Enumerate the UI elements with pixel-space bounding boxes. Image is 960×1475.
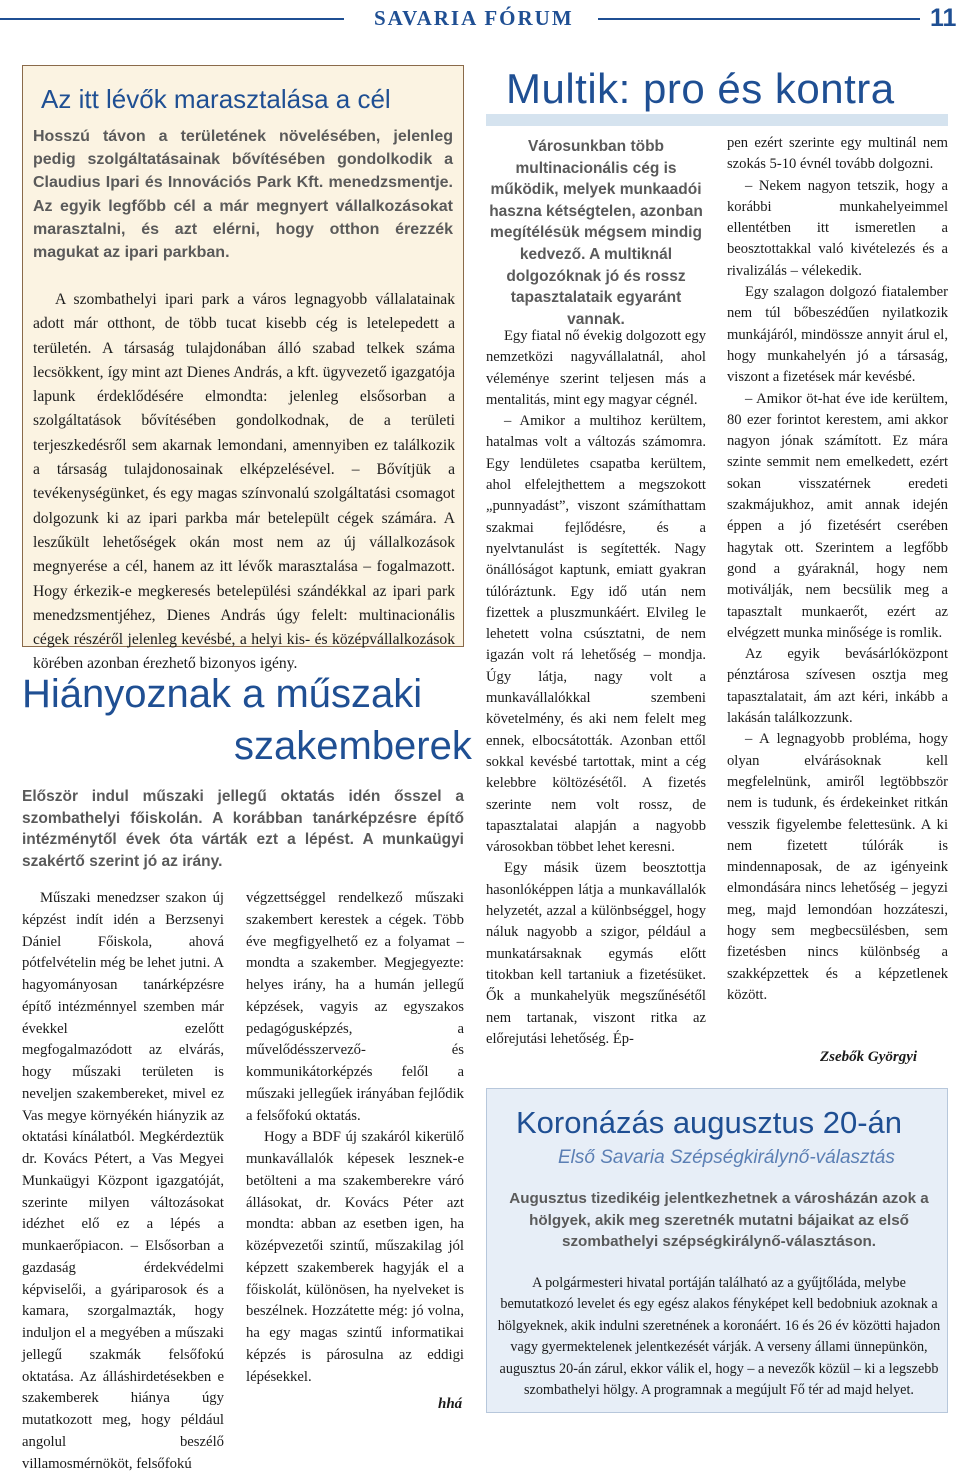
header-rule-left xyxy=(0,18,344,20)
title-underline-bar xyxy=(486,114,948,126)
paragraph: – Amikor öt-hat éve ide kerültem, 80 ezer forintot kerestem, ami akkor nagyon jónak számított. Ez mára szinte semmit nem emelkedett, ezért sokan visszatérnek eredeti szakmájukhoz, amit annak idején éppen a jó fizetésért cserében hagytak ott. Szerintem a legfőbb gond a gyáraknál, hogy nem motiválják, nem becsülik meg a tapasztalt munkaerőt, ezért az elvégzett munka minősége is romlik. xyxy=(727,390,948,641)
article-title-line-2: szakemberek xyxy=(234,724,472,768)
article-title: Az itt lévők marasztalása a cél xyxy=(41,84,391,114)
paragraph: pen ezért szerinte egy multinál nem szokás 5-10 évnél tovább dolgozni. xyxy=(727,135,948,173)
article-box-ipari-park xyxy=(22,65,464,673)
publication-title: SAVARIA FÓRUM xyxy=(374,6,574,30)
author-signature: hhá xyxy=(438,1396,463,1412)
article-lead: Városunkban több multinacionális cég is működik, melyek munkaadói haszna kétségtelen, azonban megítélésük mégsem mindig kedvező. A multiknál dolgozóknak jó és rossz tapasztalataik egyaránt vannak. xyxy=(489,138,703,328)
paragraph: Egy fiatal nő évekig dolgozott egy nemzetközi nagyvállalatnál, ahol véleménye szerint teljesen más a mentalitás, mint egy magyar cégnél. xyxy=(486,328,706,408)
article-body: A szombathelyi ipari park a város legnagyobb vállalatainak adott már otthont, de több tucat kisebb cég is letelepedett a területén. A társaság tulajdonában álló szabad telkek száma lecsökkent, így mint azt Dienes András, a kft. ügyvezető igazgatója lapunk érdeklődésére elmondta: jelenleg elsősorban a szolgáltatások bővítésében gondolkodnak, de a területi terjeszkedésről sem akarnak lemondani, amennyiben ez találkozik a társaság tulajdonosainak elképzelésével. – Bővítjük a tevékenységünket, és egy magas színvonalú szolgáltatási csomagot dolgozunk ki az ipari parkba már betelepült cégek számára. A leszűkült lehetőségek okán most nem az új vállalkozások megnyerése a cél, hanem az itt lévők marasztalása – fogalmazott. Hogy érkezik-e megkeresés betelepülési szándékkal az ipari park menedzsmentjéhez, Dienes András úgy felelt: multinacionális cégek részéről jelenleg kevésbé, a helyi kis- és középvállalkozások körében azonban érezhető bizonyos igény. xyxy=(33,291,455,673)
paragraph: Egy másik üzem beosztottja hasonlóképpen látja a munkavállalók helyzetét, azzal a különbséggel, hogy náluk nagyobb a szigor, például a munkatársaknak egymás előtt titokban kell tartaniuk a fizetésüket. Ők a munkahelyük megszűnésétől nem tartanak, viszont ritka az előrejutási lehetőség. Ép- xyxy=(486,860,706,1047)
article-title: Koronázás augusztus 20-án xyxy=(516,1105,903,1140)
paragraph: Egy szalagon dolgozó fiatalember nem túl bőbeszédűen nyilatkozik munkájáról, mindössze annyit árul el, hogy munkahelyén jó a társaság, viszont a fizetések már kevésbé. xyxy=(727,284,948,386)
paragraph: Műszaki menedzser szakon új képzést indít idén a Berzsenyi Dániel Főiskola, ahová pótfelvételin még be lehet jutni. A hagyományosan tanárképzésre építő intézménnyel szemben már évekkel ezelőtt megfogalmazódott az elvárás, hogy műszaki területen is neveljen szakembereket, mivel ez Vas megye környékén hiányzik az oktatási kínálatból. Megkérdeztük dr. Kovács Pétert, a Vas Megyei Munkaügyi Központ igazgatóját, szerinte milyen változásokat idézhet elő ez a lépés a munkaerőpiacon. – Elsősorban a gazdaság érdekvédelmi képviselői, a gyáriparosok és a kamara, szorgalmazták, hogy induljon el a megyében a műszaki jellegű szakmák felsőfokú oktatása. Az álláshirdetésekben e szakemberek hiánya úgy mutatkozott meg, hogy például angolul beszélő villamosmérnököt, felsőfokú xyxy=(22,890,224,1472)
article-column-1 xyxy=(486,326,706,1050)
article-lead: Augusztus tizedikéig jelentkezhetnek a városházán azok a hölgyek, akik meg szeretnék mutatni bájaikat az első szombathelyi szépségkirálynő-választáson. xyxy=(509,1190,929,1250)
article-title: Multik: pro és kontra xyxy=(506,65,895,112)
paragraph: Az egyik bevásárlóközpont pénztárosa szívesen osztja meg tapasztalatait, ám azt kéri, inkább a lakásán találkozzunk. xyxy=(727,646,948,727)
article-subtitle: Első Savaria Szépségkirálynő-választás xyxy=(558,1147,895,1168)
page-number: 11 xyxy=(930,4,957,32)
article-lead: Először indul műszaki jellegű oktatás idén ősszel a szombathelyi főiskolán. A korábban tanárképzésre építő intézménytől évek óta várták ezt a lépést. A munkaügyi szakértő szerint jó az irány. xyxy=(22,788,464,870)
paragraph: – Nekem nagyon tetszik, hogy a korábbi munkahelyeimmel ellentétben itt ismeretlen a beosztottakkal való kivételezés és a rivalizálás – vélekedik. xyxy=(727,177,948,279)
paragraph: – Amikor a multihoz kerültem, hatalmas volt a változás számomra. Egy lendületes csapatba kerültem, ahol elfelejthettem a megszokott „punnyadást”, viszont számíthattam szakmai fejlődésre, és a nyelvtanulást is segítették. Nagy önállóságot kaptunk, emiatt gyakran túlóráztunk. Egy idő után nem fizettek a pluszmunkáért. Elvileg le lehetett volna csúsztatni, de nem igazán volt rá lehetőség – mondja. Úgy látja, nagy volt a munkavállalókkal szembeni követelmény, és aki nem felelt meg ennek, elbocsátották. Azonban ettől sokkal kevésbé tartottak, mint a cég kelebbre költözésétől. A fizetés szerinte nem volt rossz, de tapasztalatai alapján a nagyobb városokban többet lehet keresni. xyxy=(486,413,706,856)
article-body: A polgármesteri hivatal portáján található az a gyűjtőláda, melybe bemutatkozó levelet és egy egész alakos fényképet kell bedobniuk azoknak a hölgyeknek, akik indulni szeretnének a koronáért. 16 és 26 év közötti hajadon vagy gyermektelenek jelentkezését várják. A verseny állami ünnepünkön, augusztus 20-án zárul, ekkor válik el, hogy – a nevezők közül – ki a legszebb szombathelyi hölgy. A programnak a megújult Fő tér ad majd helyet. xyxy=(497,1275,941,1399)
article-column-2 xyxy=(246,888,464,1388)
article-column-1 xyxy=(22,888,224,1475)
paragraph: végzettséggel rendelkező műszaki szakembert kerestek a cégek. Több éve megfigyelhető ez a folyamat – mondta a szakember. Megjegyezte: helyes irány, ha a humán jellegű képzések, vagyis az egyszakos pedagógusképzés, a művelődésszervező- és kommunikátorképzés felől a műszaki jellegűek irányában fejlődik a felsőfokú oktatás. xyxy=(246,890,464,1124)
paragraph: Hogy a BDF új szakáról kikerülő munkavállalók képesek lesznek-e betölteni a ma szakemberekre váró állásokat, dr. Kovács Péter azt mondta: abban az esetben igen, ha középvezetői szintű, műszakilag jól képzett szakemberek hagyják el a főiskolát, különösen, ha nyelveket is beszélnek. Hozzátette még: jó volna, ha egy magas szintű informatikai képzés is párosulna az eddigi lépésekkel. xyxy=(246,1129,464,1385)
article-column-2 xyxy=(727,133,948,1006)
paragraph: – A legnagyobb probléma, hogy olyan elvárásoknak kell megfelelnünk, amiről legtöbbször nem is tudunk, és érdekeinket ritkán vesszik figyelembe felettesünk. A ki nem fizetett túlórák is mindennaposak, de az igényeink elmondására nincs lehetőség – jegyzi meg, majd lemondóan hozzáteszi, hogy sem megbecsülésben, sem fizetésben nincs különbség a szakképzettek és a képzetlenek között. xyxy=(727,731,948,1003)
article-title-line-1: Hiányoznak a műszaki xyxy=(22,672,423,716)
header-rule-right xyxy=(598,18,920,20)
article-lead: Hosszú távon a területének növelésében, jelenleg pedig szolgáltatásainak bővítésében gondolkodik a Claudius Ipari és Innovációs Park Kft. menedzsmentje. Az egyik legfőbb cél a már megnyert vállalkozásokat marasztalni, és azt elérni, hogy otthon érezzék magukat az ipari parkban. xyxy=(33,128,453,262)
author-signature: Zsebők Györgyi xyxy=(820,1049,918,1065)
